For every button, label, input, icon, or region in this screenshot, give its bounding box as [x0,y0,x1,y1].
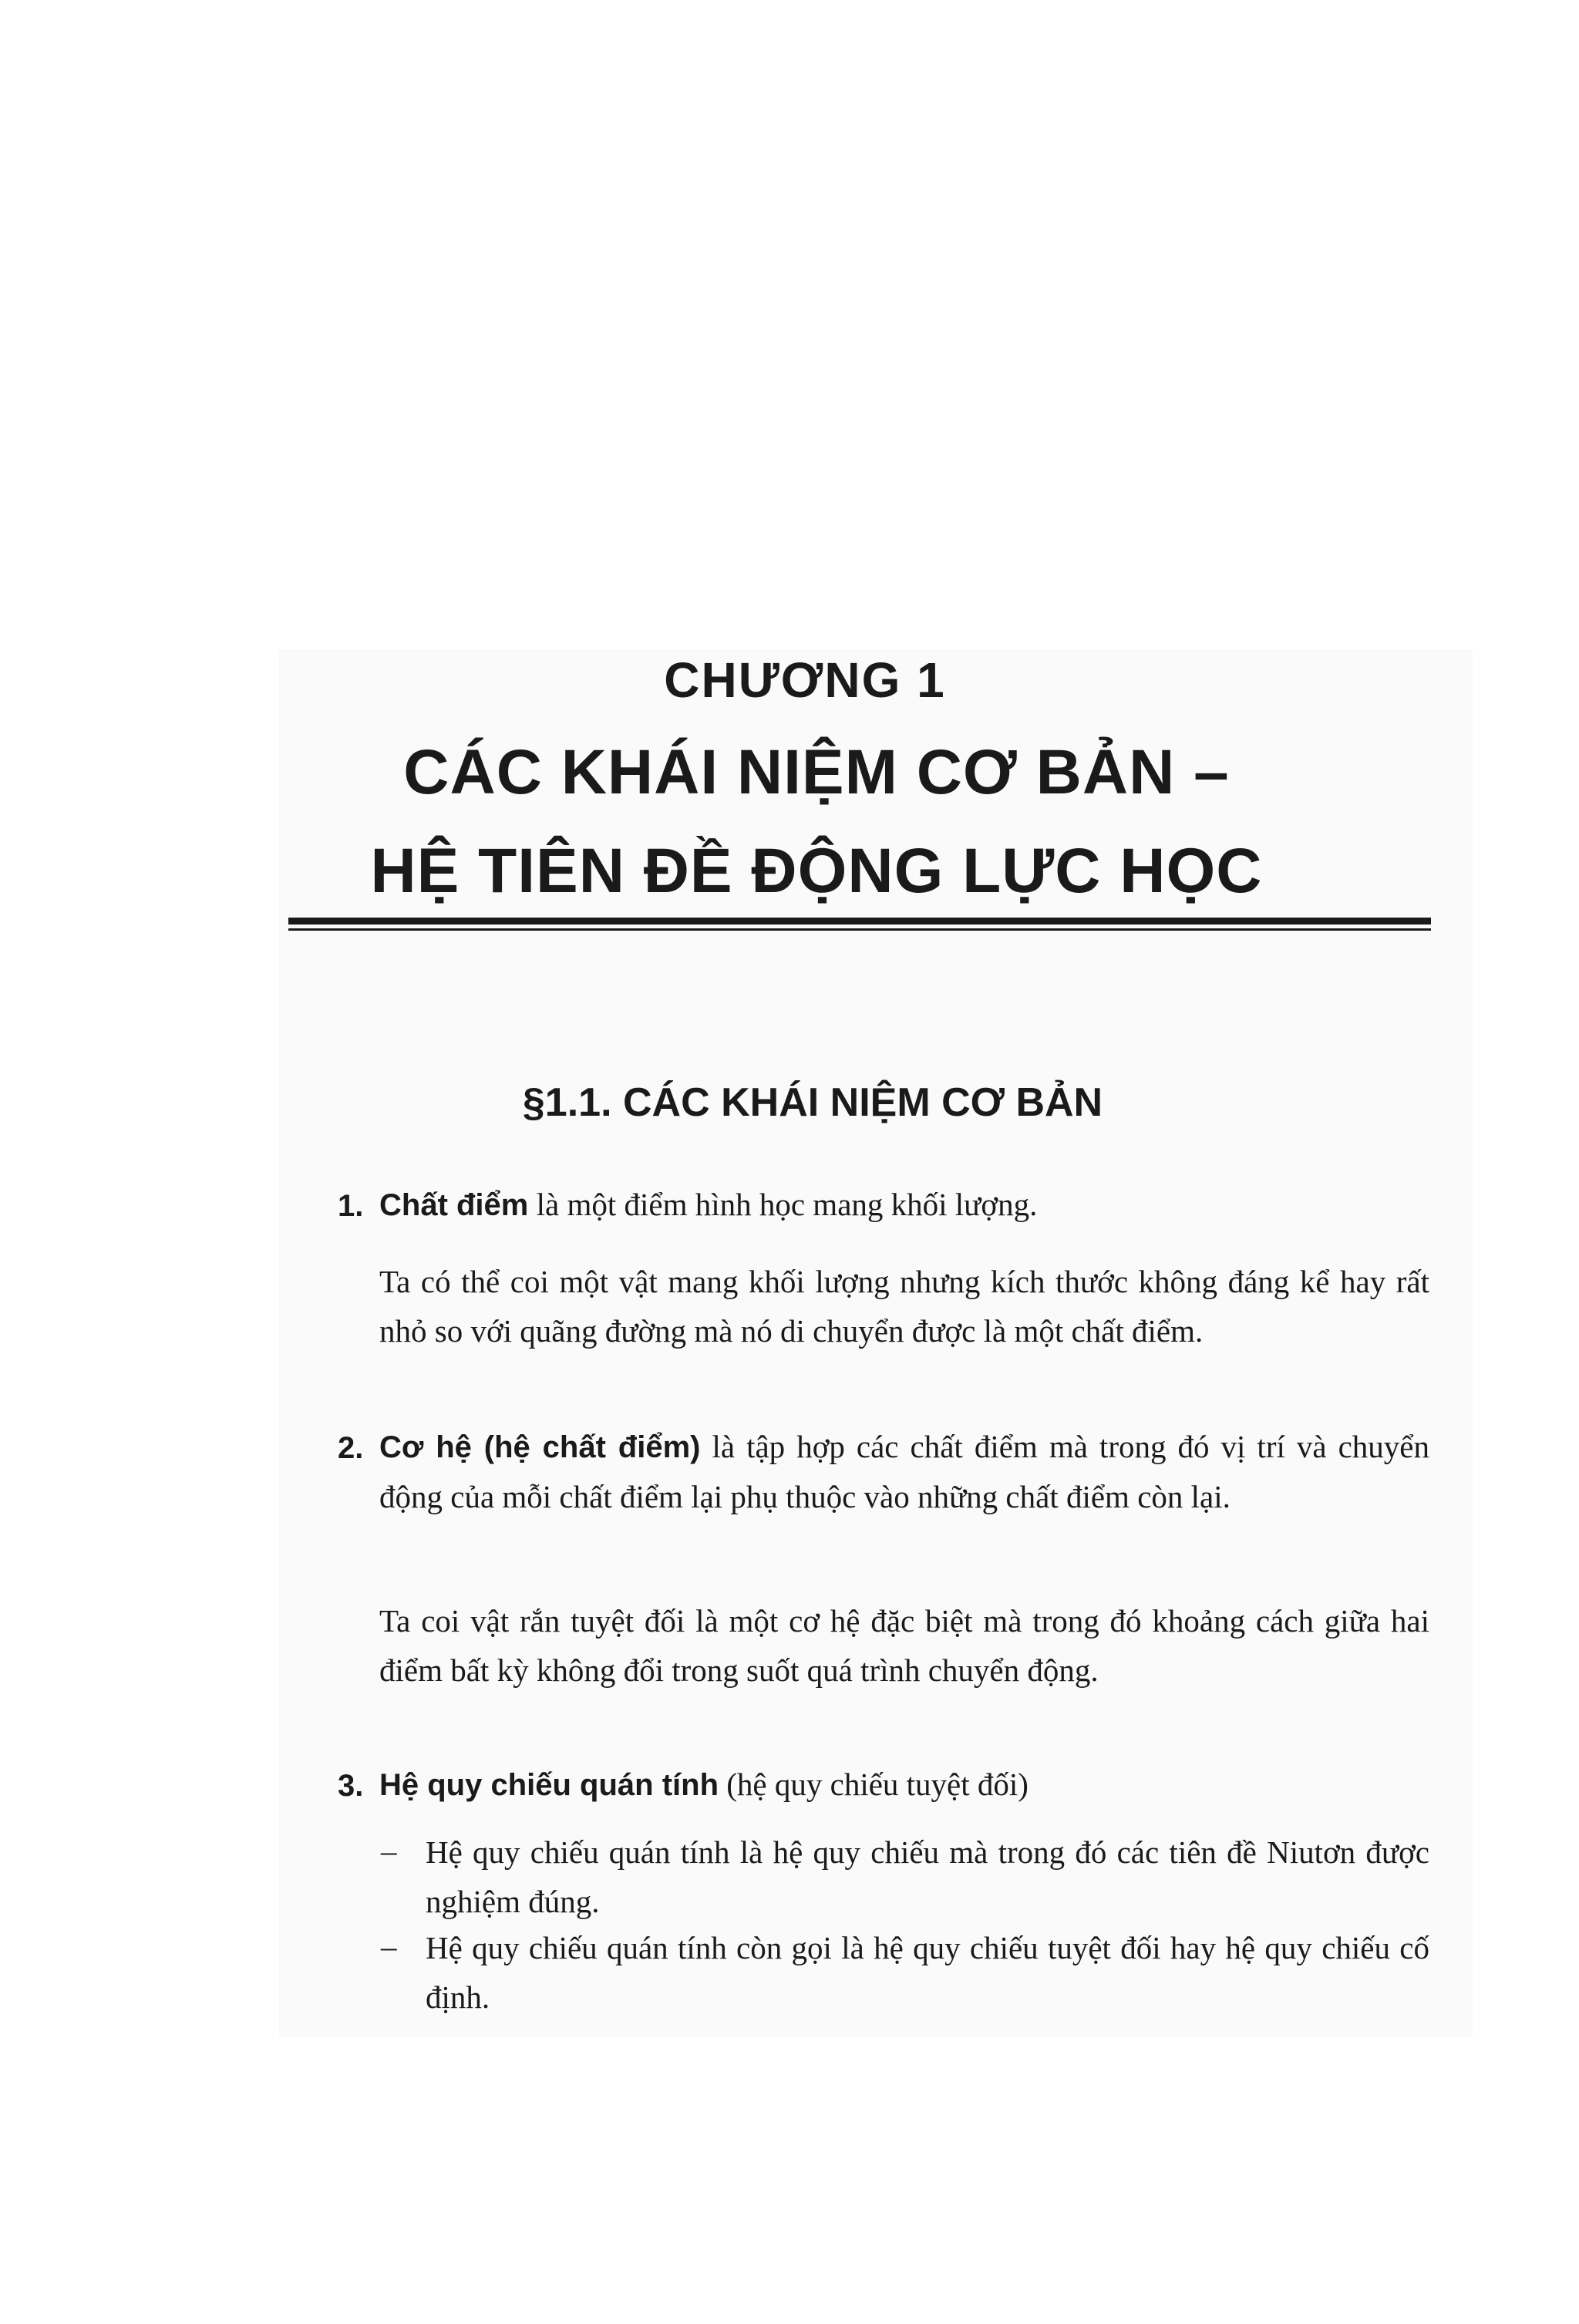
bullet-item: Hệ quy chiếu quán tính là hệ quy chiếu mà trong đó các tiên đề Niutơn được nghiệm đúng. [426,1834,1429,1919]
item-explanation: Ta coi vật rắn tuyệt đối là một cơ hệ đặc biệt mà trong đó khoảng cách giữa hai điểm bất kỳ không đổi trong suốt quá trình chuyển động. [379,1603,1429,1688]
item-definition [379,1422,1429,1570]
chapter-title-line-1: CÁC KHÁI NIỆM CƠ BẢN – [403,737,1230,807]
item-number: 2. [338,1431,364,1465]
chapter-title-line-2: HỆ TIÊN ĐỀ ĐỘNG LỰC HỌC [370,836,1263,906]
item-definition [379,1760,1429,1810]
item-term: Hệ quy chiếu quán tính [379,1768,719,1802]
title-rule-thin [288,928,1431,931]
item-term: Chất điểm [379,1188,529,1222]
item-explanation: Ta có thể coi một vật mang khối lượng nhưng kích thước không đáng kể hay rất nhỏ so với quãng đường mà nó di chuyển được là một chất điểm. [379,1264,1429,1349]
section-heading: §1.1. CÁC KHÁI NIỆM CƠ BẢN [522,1080,1103,1125]
title-rule-thick [288,918,1431,925]
bullet-dash: – [381,1833,397,1868]
bullet-dash: – [381,1928,397,1964]
item-definition [379,1180,1429,1230]
item-number: 3. [338,1769,364,1803]
item-lead-text: (hệ quy chiếu tuyệt đối) [719,1767,1029,1802]
item-lead-text: là một điểm hình học mang khối lượng. [528,1187,1038,1222]
item-term: Cơ hệ (hệ chất điểm) [379,1430,701,1464]
chapter-label: CHƯƠNG 1 [664,652,946,708]
item-number: 1. [338,1189,364,1223]
item-lead-text: là tập hợp các chất điểm mà trong đó vị trí và chuyển động của mỗi chất điểm lại phụ thuộc vào những chất điểm còn lại. [379,1429,1429,1514]
bullet-item: Hệ quy chiếu quán tính còn gọi là hệ quy chiếu tuyệt đối hay hệ quy chiếu cố định. [426,1930,1429,2015]
